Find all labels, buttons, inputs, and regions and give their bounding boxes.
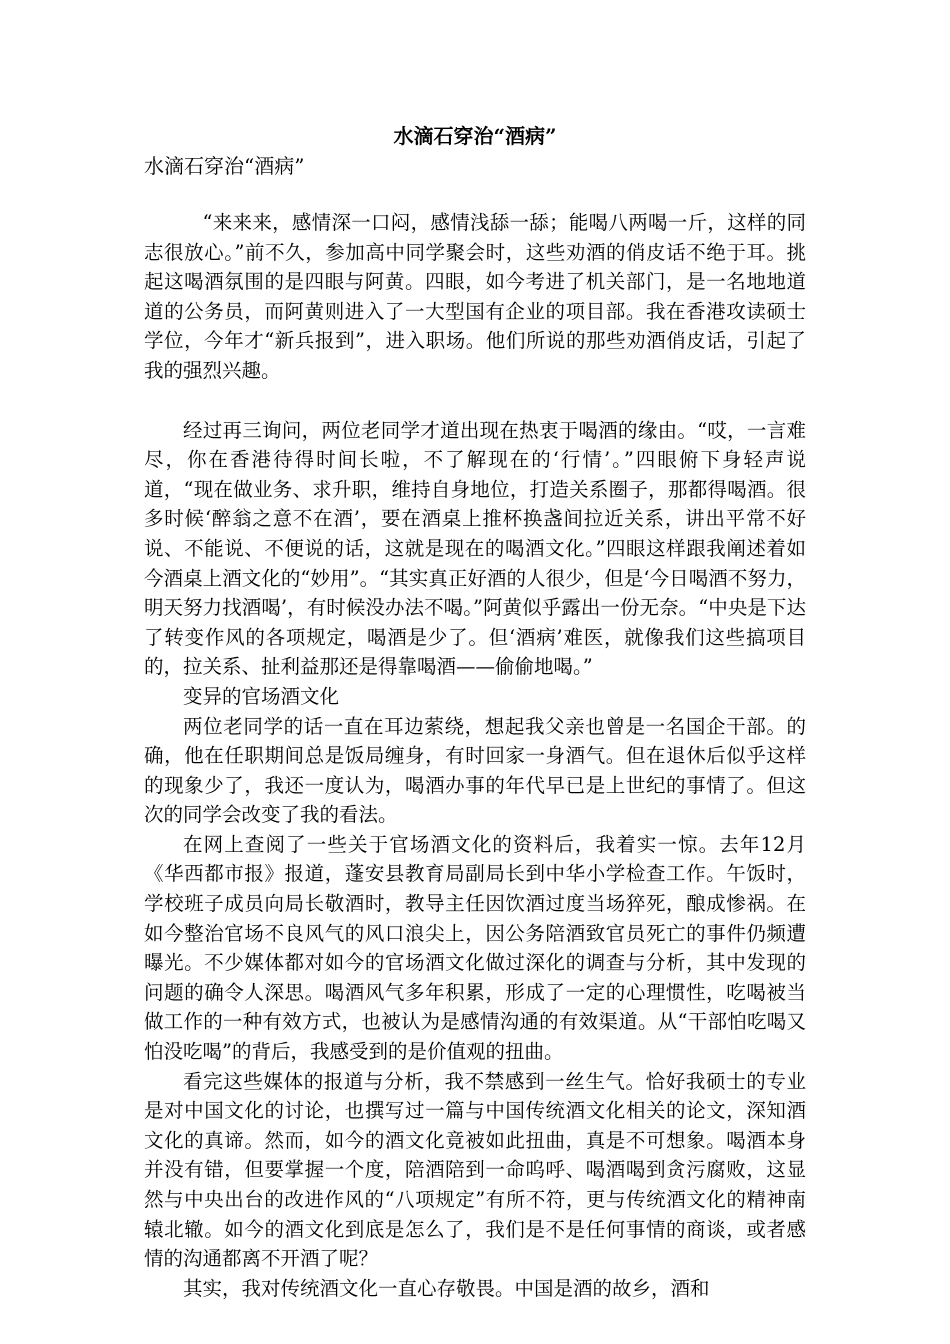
paragraph-5: 看完这些媒体的报道与分析，我不禁感到一丝生气。恰好我硕士的专业是对中国文化的讨论，也撰写过一篇与中国传统酒文化相关的论文，深知酒文化的真谛。然而，如今的酒文化竟被如此扭曲，真是不可想象。喝酒本身并没有错，但要掌握一个度，陪酒陪到一命呜呼、喝酒喝到贪污腐败，这显然与中央出台的改进作风的“八项规定”有所不符，更与传统酒文化的精神南辕北辙。如今的酒文化到底是怎么了，我们是不是任何事情的商谈，或者感情的沟通都离不开酒了呢？: [144, 1069, 806, 1271]
section-heading: 变异的官场酒文化: [183, 684, 340, 708]
document-page: [144, 120, 806, 1303]
document-subtitle: 水滴石穿治“酒病”: [144, 154, 305, 178]
paragraph-gap: [144, 386, 806, 416]
paragraph-1: “来来来，感情深一口闷，感情浅舔一舔；能喝八两喝一斤，这样的同志很放心。”前不久，参加高中同学聚会时，这些劝酒的俏皮话不绝于耳。挑起这喝酒氛围的是四眼与阿黄。四眼，如今考进了机关部门，是一名地地道道的公务员，而阿黄则进入了一大型国有企业的项目部。我在香港攻读硕士学位，今年才“新兵报到”，进入职场。他们所说的那些劝酒俏皮话，引起了我的强烈兴趣。: [144, 211, 806, 382]
paragraph-4: 在网上查阅了一些关于官场酒文化的资料后，我着实一惊。去年12月《华西都市报》报道，蓬安县教育局副局长到中华小学检查工作。午饭时，学校班子成员向局长敬酒时，教导主任因饮酒过度当场猝死，酿成惨祸。在如今整治官场不良风气的风口浪尖上，因公务陪酒致官员死亡的事件仍频遭曝光。不少媒体都对如今的官场酒文化做过深化的调查与分析，其中发现的问题的确令人深思。喝酒风气多年积累，形成了一定的心理惯性，吃喝被当做工作的一种有效方式，也被认为是感情沟通的有效渠道。从“干部怕吃喝又怕没吃喝”的背后，我感受到的是价值观的扭曲。: [144, 832, 806, 1064]
document-title: 水滴石穿治“酒病”: [393, 124, 557, 148]
paragraph-2: 经过再三询问，两位老同学才道出现在热衷于喝酒的缘由。“哎，一言难尽，你在香港待得时间长啦，不了解现在的‘行情’。”四眼俯下身轻声说道，“现在做业务、求升职，维持自身地位，打造关系圈子，那都得喝酒。很多时候‘醉翁之意不在酒’，要在酒桌上推杯换盏间拉近关系，讲出平常不好说、不能说、不便说的话，这就是现在的喝酒文化。”四眼这样跟我阐述着如今酒桌上酒文化的“妙用”。“其实真正好酒的人很少，但是‘今日喝酒不努力，明天努力找酒喝’，有时候没办法不喝。”阿黄似乎露出一份无奈。“中央是下达了转变作风的各项规定，喝酒是少了。但‘酒病’难医，就像我们这些搞项目的，拉关系、扯利益那还是得靠喝酒——偷偷地喝。”: [144, 418, 806, 679]
paragraph-6: 其实，我对传统酒文化一直心存敬畏。中国是酒的故乡，酒和: [183, 1276, 710, 1300]
paragraph-3: 两位老同学的话一直在耳边萦绕，想起我父亲也曾是一名国企干部。的确，他在任职期间总是饭局缠身，有时回家一身酒气。但在退休后似乎这样的现象少了，我还一度认为，喝酒办事的年代早已是上世纪的事情了。但这次的同学会改变了我的看法。: [144, 714, 806, 827]
